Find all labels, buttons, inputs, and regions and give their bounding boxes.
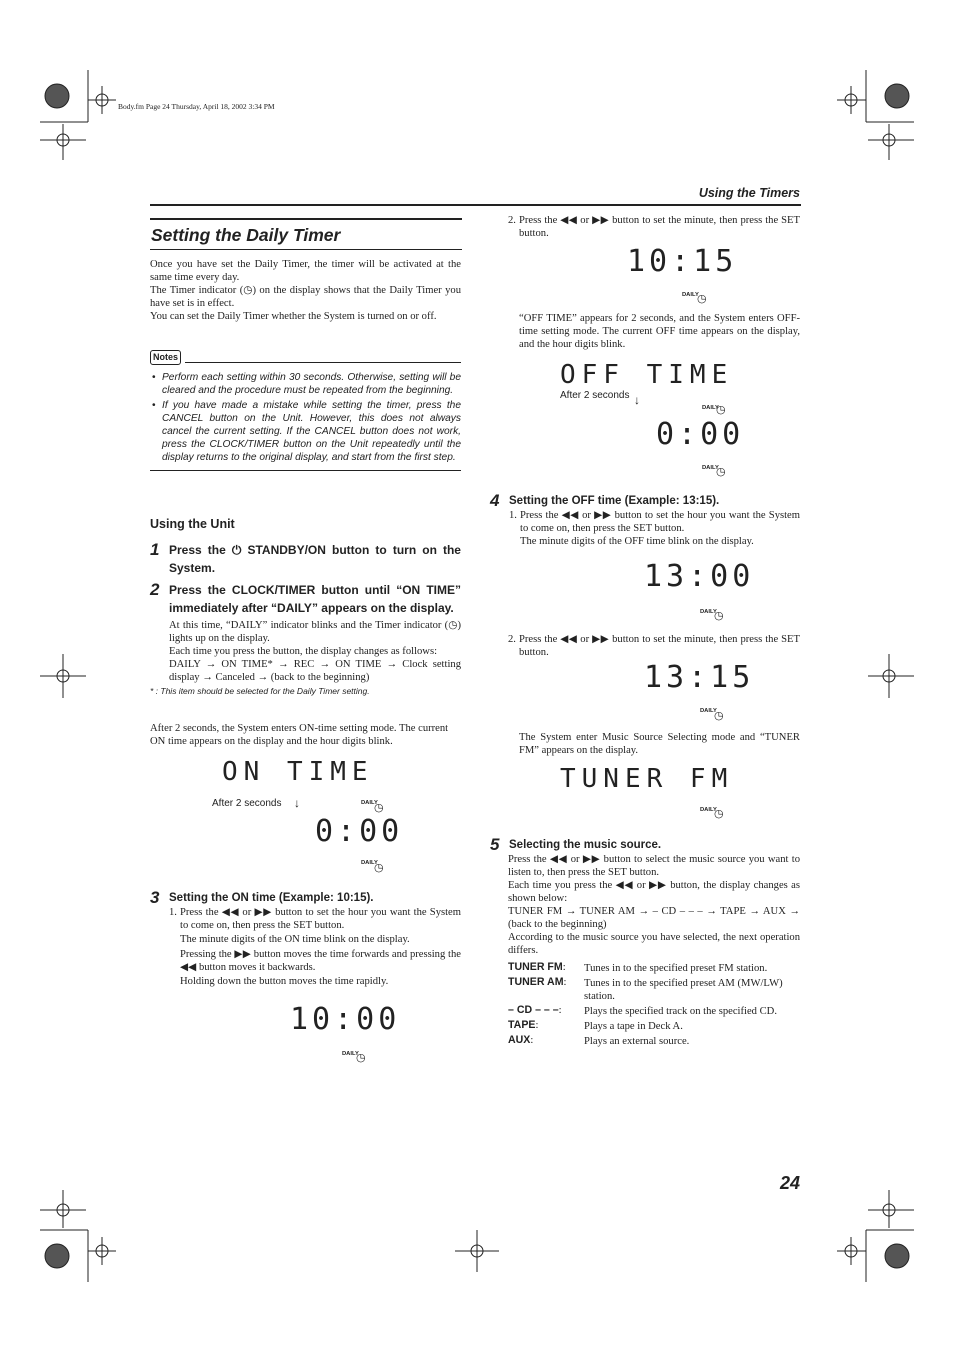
lcd-10-15: 10:15: [627, 244, 738, 279]
lcd-off-time-value: 0:00: [656, 417, 745, 452]
table-row: TUNER AM: Tunes in to the specified preset AM (MW/LW) station.: [508, 976, 783, 1002]
step-4: 4 Setting the OFF time (Example: 13:15). 1. Press the ◀◀ or ▶▶ button to set the hour you want the System to come on, then press the SET button. The minute digits of the OFF time blink on the display.: [490, 491, 800, 547]
after-2-seconds-caption: After 2 seconds: [212, 798, 282, 809]
arrow-down-icon: ↓: [294, 796, 300, 810]
timer-icon: ◷: [716, 466, 726, 478]
after-2-seconds-caption: After 2 seconds: [560, 390, 630, 401]
timer-icon: ◷: [714, 808, 724, 820]
intro: [150, 258, 461, 323]
step-number: 1: [150, 540, 160, 559]
page-number: 24: [779, 1173, 800, 1193]
off-time-text: “OFF TIME” appears for 2 seconds, and the System enters OFF-time setting mode. The current OFF time appears on the display, and the hour digits blink.: [519, 313, 800, 350]
daily-indicator: DAILY: [682, 292, 699, 298]
step2-sequence: DAILY → ON TIME* → REC → ON TIME → Clock setting display → Canceled → (back to the beginning): [169, 659, 461, 683]
timer-icon: ◷: [374, 802, 384, 814]
step-1: 1 Press the ⏻ STANDBY/ON button to turn on the System.: [150, 540, 461, 575]
table-row: TUNER FM: Tunes in to the specified preset FM station.: [508, 961, 768, 974]
step-number: 4: [490, 491, 500, 510]
header-rule: [150, 204, 801, 206]
step2-body1: At this time, “DAILY” indicator blinks and the Timer indicator (◷) lights up on the display.: [169, 620, 461, 644]
lcd-tuner-fm: TUNER FM: [560, 764, 734, 794]
step-number: 2: [150, 580, 160, 599]
notes-bottom-rule: [150, 470, 461, 471]
section-title: Setting the Daily Timer: [150, 218, 462, 250]
timer-icon: ◷: [716, 404, 726, 416]
daily-indicator: DAILY: [700, 807, 717, 813]
source-table: [508, 961, 800, 1049]
step3-p2: Pressing the ▶▶ button moves the time forwards and pressing the ◀◀ button moves it backwards.: [180, 949, 461, 973]
step3-p1: The minute digits of the ON time blink on the display.: [180, 934, 410, 945]
footnote: * : This item should be selected for the Daily Timer setting.: [150, 686, 370, 696]
using-unit-heading: Using the Unit: [150, 517, 235, 531]
intro-p1: Once you have set the Daily Timer, the timer will be activated at the same time every day.: [150, 259, 461, 283]
after-text: After 2 seconds, the System enters ON-time setting mode. The current ON time appears on the display and the hour digits blink.: [150, 723, 449, 747]
table-row: AUX: Plays an external source.: [508, 1034, 690, 1047]
daily-indicator: DAILY: [702, 465, 719, 471]
lcd-on-time-value: 0:00: [315, 814, 404, 849]
file-info: Body.fm Page 24 Thursday, April 18, 2002 3:34 PM: [118, 102, 275, 111]
daily-indicator: DAILY: [700, 708, 717, 714]
table-row: TAPE: Plays a tape in Deck A.: [508, 1019, 683, 1032]
notes-rule: [185, 362, 461, 363]
step-2: 2 Press the CLOCK/TIMER button until “ON TIME” immediately after “DAILY” appears on the display. At this time, “DAILY” indicator blinks and the Timer indicator (◷) lights up on the display. Each time you press the button, the display changes as follows: DAILY → ON TIME* → REC → ON TIME → Clock setting display → Canceled → (back to the beginning) * : This item should be selected for the Daily Timer setting.: [150, 580, 461, 696]
timer-icon: ◷: [697, 293, 707, 305]
lcd-off-time: OFF TIME: [560, 360, 734, 390]
step3-item1: Press the ◀◀ or ▶▶ button to set the hour you want the System to come on, then press the SET button.: [180, 907, 461, 931]
right-step3-item2: 2. Press the ◀◀ or ▶▶ button to set the minute, then press the SET button.: [508, 215, 800, 239]
step-3: 3 Setting the ON time (Example: 10:15). 1. Press the ◀◀ or ▶▶ button to set the hour you want the System to come on, then press the SET button. The minute digits of the ON time blink on the display. Pressing the ▶▶ button moves the time forwards and pressing the ◀◀ button moves it backwards. Holding down the button moves the time rapidly.: [150, 888, 461, 987]
step-number: 3: [150, 888, 160, 907]
timer-icon: ◷: [714, 610, 724, 622]
arrow-down-icon: ↓: [634, 393, 640, 407]
power-icon: ⏻: [231, 543, 242, 557]
step-5: 5 Selecting the music source. Press the ◀◀ or ▶▶ button to select the music source you want to listen to, then press the SET button. Each time you press the ◀◀ or ▶▶ button, the display changes as shown below: TUNER FM → TUNER AM → – CD – – – → TAPE → AUX → (back to the beginning) According to the music source you have selected, the next operation differs. TUNER FM: Tunes in to the specified preset FM station. TUNER AM: Tunes in to the specified preset AM (MW/LW) station. – CD – – –: Plays the specified track on the specified CD. TAPE: Plays a tape in Deck A. AUX: Plays an external source.: [490, 835, 800, 1047]
lcd-10-00: 10:00: [290, 1002, 401, 1037]
note-item: • Perform each setting within 30 seconds. Otherwise, setting will be cleared and the procedure must be repeated from the beginning.: [150, 371, 461, 397]
notes-icon: Notes: [150, 350, 181, 365]
step4-item2: 2. Press the ◀◀ or ▶▶ button to set the minute, then press the SET button.: [508, 634, 800, 658]
lcd-on-time: ON TIME: [222, 757, 374, 787]
lcd-13-15: 13:15: [644, 660, 755, 695]
intro-p3: You can set the Daily Timer whether the System is turned on or off.: [150, 311, 437, 322]
daily-indicator: DAILY: [700, 609, 717, 615]
daily-indicator: DAILY: [361, 860, 378, 866]
running-head: Using the Timers: [698, 186, 800, 200]
music-source-text: The System enter Music Source Selecting mode and “TUNER FM” appears on the display.: [519, 732, 800, 756]
daily-indicator: DAILY: [342, 1051, 359, 1057]
intro-p2: The Timer indicator (◷) on the display shows that the Daily Timer you have set is in effect.: [150, 285, 461, 309]
timer-icon: ◷: [374, 862, 384, 874]
timer-icon: ◷: [243, 285, 253, 296]
step3-p3: Holding down the button moves the time rapidly.: [180, 976, 389, 987]
daily-indicator: DAILY: [361, 800, 378, 806]
timer-icon: ◷: [448, 620, 458, 631]
daily-indicator: DAILY: [702, 405, 719, 411]
lcd-13-00: 13:00: [644, 559, 755, 594]
step-number: 5: [490, 835, 500, 854]
table-row: – CD – – –: Plays the specified track on the specified CD.: [508, 1004, 777, 1017]
note-item: • If you have made a mistake while setting the timer, press the CANCEL button on the Unit. However, this does not always cancel the current setting. If the CANCEL button does not work, press the CLOCK/TIMER button on the Unit repeatedly until the display returns to the original display, and start from the first step.: [150, 399, 461, 464]
notes-box: [150, 350, 461, 471]
timer-icon: ◷: [356, 1052, 366, 1064]
timer-icon: ◷: [714, 710, 724, 722]
step2-body2: Each time you press the button, the display changes as follows:: [169, 646, 438, 657]
